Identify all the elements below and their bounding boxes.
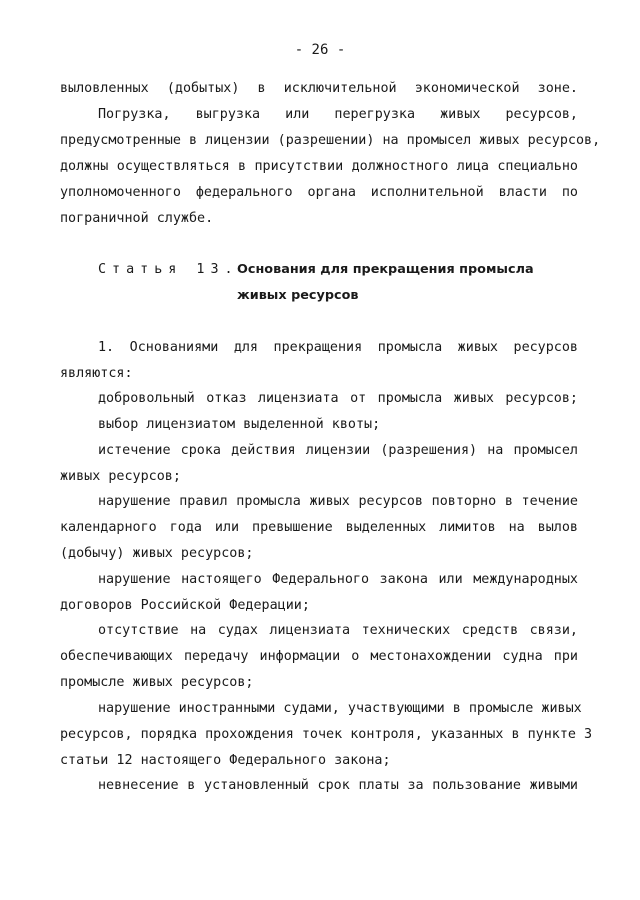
paragraph-line: пограничной службе. bbox=[60, 211, 214, 226]
paragraph-line: нарушение правил промысла живых ресурсов повторно в течение bbox=[98, 494, 578, 509]
paragraph-line: обеспечивающих передачу информации о местонахождении судна при bbox=[60, 649, 578, 664]
article-title-line: Основания для прекращения промысла bbox=[237, 262, 534, 277]
article-label: Статья 13. bbox=[98, 262, 239, 277]
paragraph-line: нарушение настоящего Федерального закона или международных bbox=[98, 572, 578, 587]
paragraph-line: (добычу) живых ресурсов; bbox=[60, 546, 254, 561]
paragraph-line: выбор лицензиатом выделенной квоты; bbox=[98, 417, 381, 432]
paragraph-line: нарушение иностранными судами, участвующими в промысле живых bbox=[98, 701, 582, 716]
paragraph-line: выловленных (добытых) в исключительной экономической зоне. bbox=[60, 81, 578, 96]
page-number: - 26 - bbox=[294, 42, 346, 58]
paragraph-line: статьи 12 настоящего Федерального закона; bbox=[60, 753, 391, 768]
paragraph-line: договоров Российской Федерации; bbox=[60, 598, 310, 613]
paragraph-line: добровольный отказ лицензиата от промысла живых ресурсов; bbox=[98, 391, 578, 406]
article-title-line: живых ресурсов bbox=[237, 288, 359, 303]
paragraph-line: должны осуществляться в присутствии должностного лица специально bbox=[60, 159, 578, 174]
paragraph-line: предусмотренные в лицензии (разрешении) на промысел живых ресурсов, bbox=[60, 133, 601, 148]
paragraph-line: Погрузка, выгрузка или перегрузка живых ресурсов, bbox=[98, 107, 578, 122]
paragraph-line: календарного года или превышение выделенных лимитов на вылов bbox=[60, 520, 578, 535]
paragraph-line: истечение срока действия лицензии (разрешения) на промысел bbox=[98, 443, 578, 458]
paragraph-line: промысле живых ресурсов; bbox=[60, 675, 254, 690]
paragraph-line: уполномоченного федерального органа исполнительной власти по bbox=[60, 185, 578, 200]
paragraph-line: являются: bbox=[60, 366, 133, 381]
paragraph-line: ресурсов, порядка прохождения точек контроля, указанных в пункте 3 bbox=[60, 727, 593, 742]
paragraph-line: 1. Основаниями для прекращения промысла живых ресурсов bbox=[98, 340, 578, 355]
paragraph-line: живых ресурсов; bbox=[60, 469, 181, 484]
paragraph-line: невнесение в установленный срок платы за пользование живыми bbox=[98, 778, 578, 793]
paragraph-line: отсутствие на судах лицензиата технических средств связи, bbox=[98, 623, 578, 638]
